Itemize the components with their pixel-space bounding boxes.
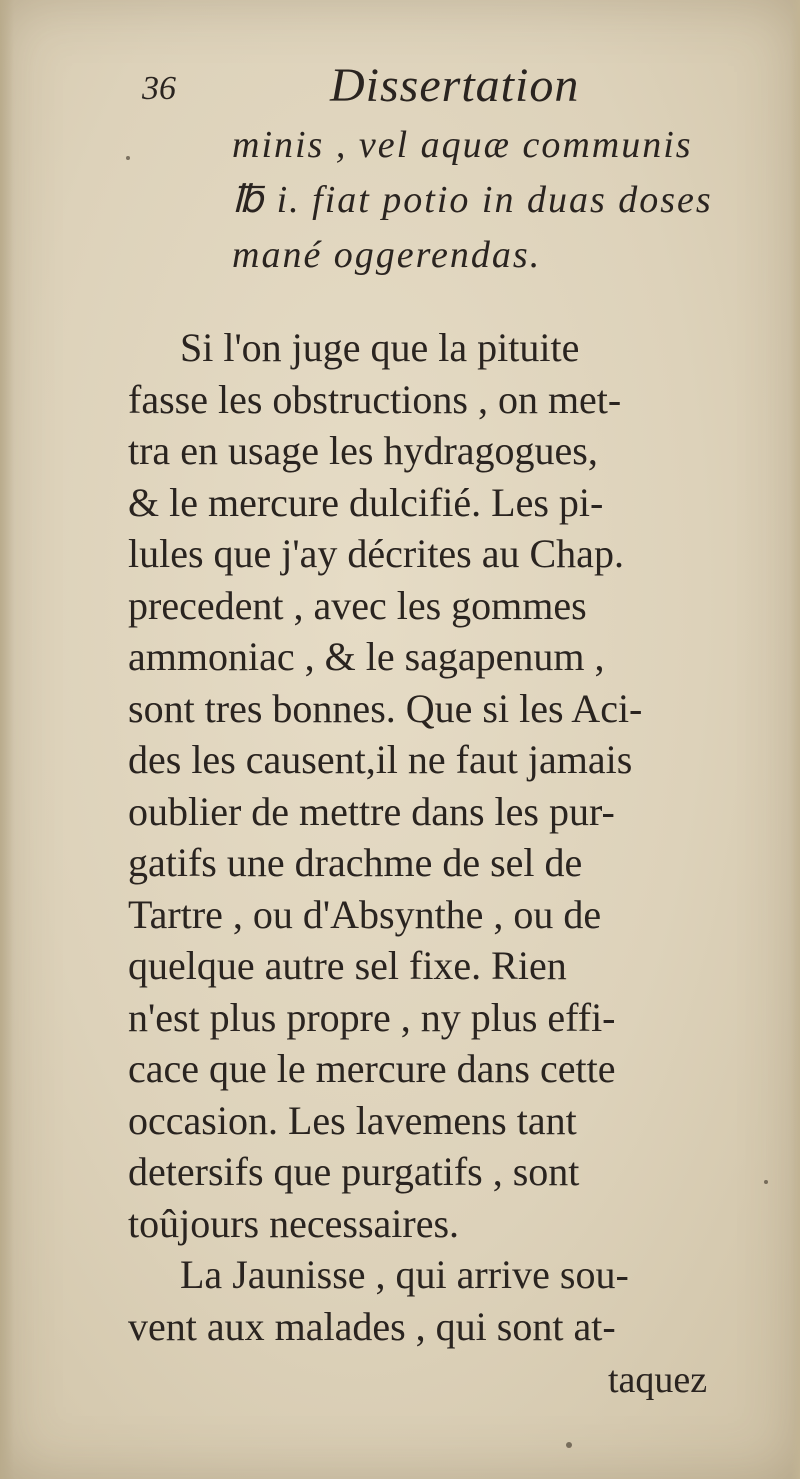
recipe-block: [232, 118, 772, 283]
running-title: Dissertation: [330, 59, 580, 112]
ink-spot: [764, 1180, 768, 1184]
text-line: des les causent,il ne faut jamais: [128, 737, 633, 782]
text-line: cace que le mercure dans cette: [128, 1046, 616, 1091]
text-line: & le mercure dulcifié. Les pi-: [128, 479, 604, 525]
text-line: quelque autre sel fixe. Rien: [128, 943, 567, 988]
page-edge-right: [790, 0, 800, 1479]
ink-spot: [126, 156, 130, 160]
catchword: taquez: [608, 1359, 708, 1401]
page-edge-left: [0, 0, 14, 1479]
text-line: La Jaunisse , qui arrive sou-: [180, 1252, 629, 1297]
text-line: toûjours necessaires.: [128, 1200, 460, 1246]
text-line: gatifs une drachme de sel de: [128, 840, 583, 885]
recipe-line: ℔ i. fiat potio in duas doses: [232, 179, 713, 221]
text-line: sont tres bonnes. Que si les Aci-: [128, 685, 643, 731]
text-line: n'est plus propre , ny plus effi-: [128, 994, 616, 1040]
text-line: Tartre , ou d'Absynthe , ou de: [128, 891, 602, 937]
text-line: Si l'on juge que la pituite: [180, 325, 580, 370]
page-number: 36: [142, 70, 176, 107]
page-header: [0, 58, 800, 118]
text-line: precedent , avec les gommes: [128, 582, 587, 628]
text-line: ammoniac , & le sagapenum ,: [128, 634, 605, 679]
text-line: occasion. Les lavemens tant: [128, 1097, 577, 1143]
text-line: fasse les obstructions , on met-: [128, 376, 622, 422]
text-line: vent aux malades , qui sont at-: [128, 1303, 616, 1349]
text-line: oublier de mettre dans les pur-: [128, 788, 615, 834]
body-text: [128, 322, 768, 1352]
recipe-line: minis , vel aquæ communis: [232, 124, 693, 166]
text-line: tra en usage les hydragogues,: [128, 428, 598, 473]
text-line: lules que j'ay décrites au Chap.: [128, 531, 624, 576]
text-line: detersifs que purgatifs , sont: [128, 1149, 580, 1194]
recipe-line: mané oggerendas.: [232, 234, 542, 276]
ink-spot: [566, 1442, 572, 1448]
